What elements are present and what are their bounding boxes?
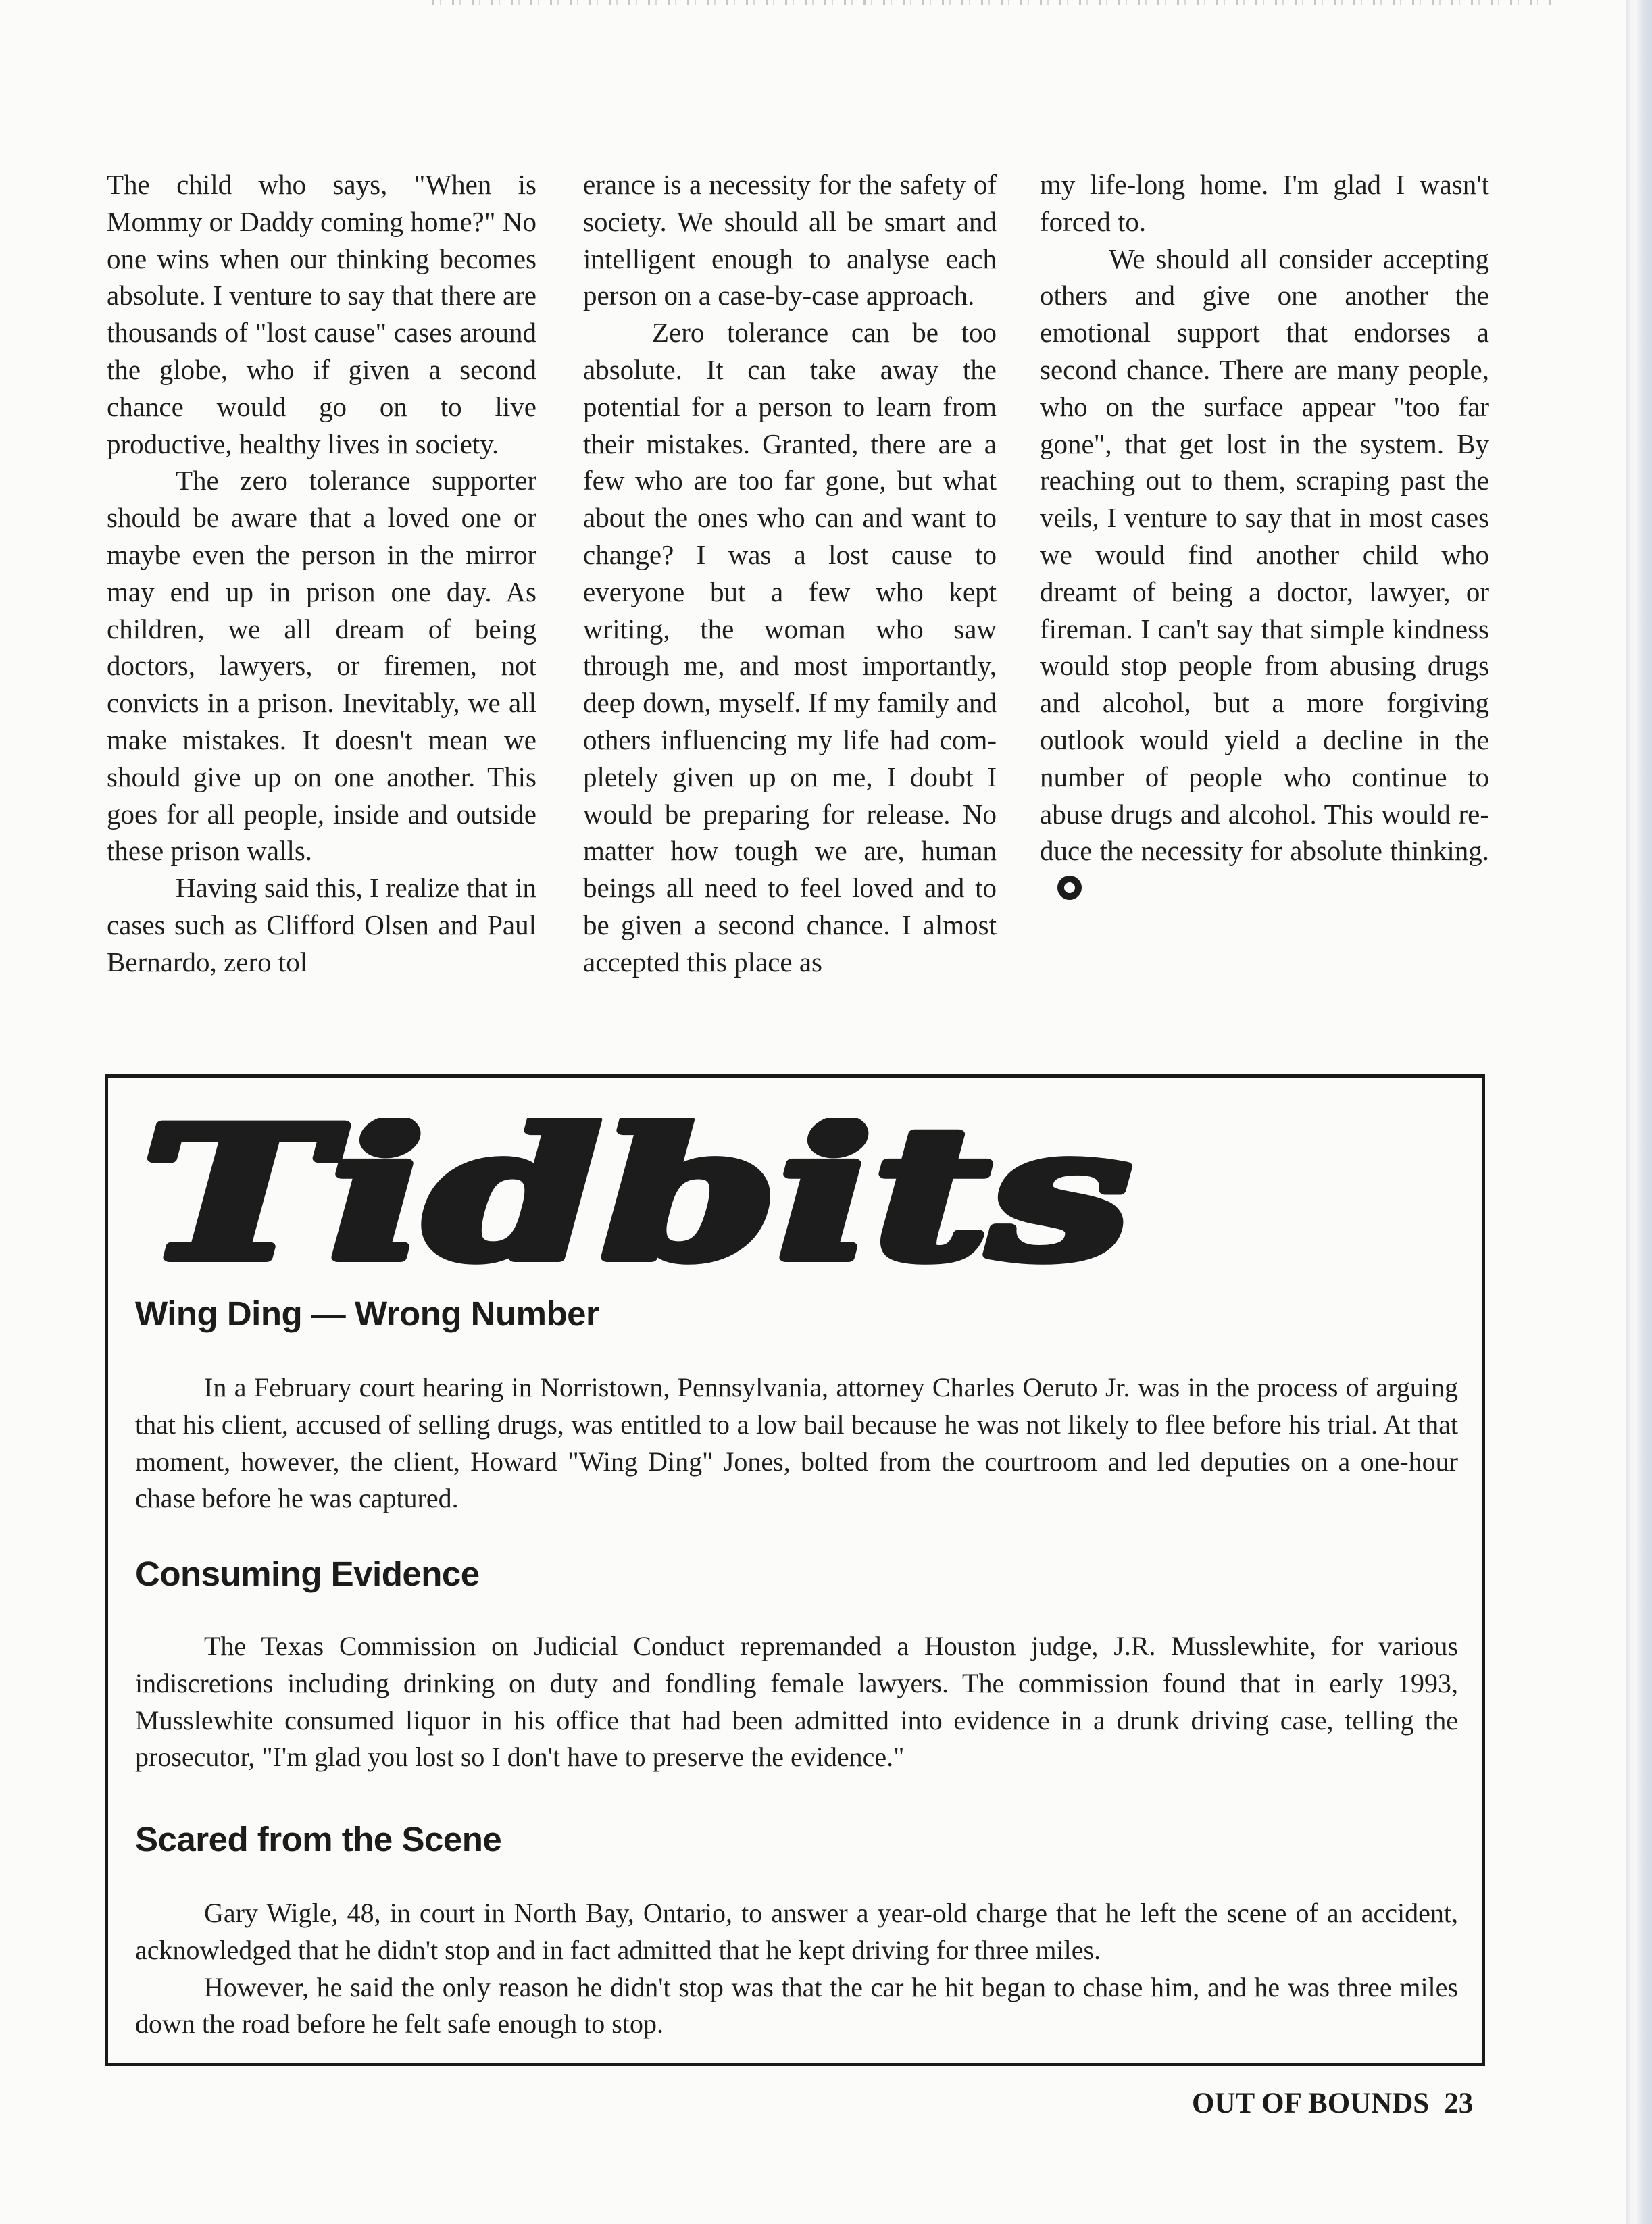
- page-number: 23: [1444, 2088, 1474, 2119]
- tidbit-body: [135, 1895, 1458, 2043]
- article-body: [107, 166, 1489, 1059]
- tidbit-heading: Consuming Evidence: [135, 1555, 480, 1593]
- svg-text:Tidbits: Tidbits: [142, 1118, 1131, 1273]
- scan-specks: [432, 0, 1554, 5]
- tidbit-paragraph: However, he said the only reason he didn't stop was that the car he hit began to chase him, and he was three miles down the road before he felt safe enough to stop.: [135, 1971, 1458, 2040]
- article-paragraph: erance is a necessity for the safety of society. We should all be smart and intelligent enough to analyse each person on a case-by-case approach.: [583, 169, 997, 311]
- article-paragraph: The zero tolerance supporter should be aware that a loved one or maybe even the person in the mirror may end up in prison one day. As children, we all dream of being doctors, lawyers, or firemen, not convicts in a prison. Inevitably, we all make mistakes. It doesn't mean we should give up on one another. This goes for all people, inside and outside these prison walls.: [107, 465, 536, 867]
- tidbit-paragraph: The Texas Commission on Judicial Conduct repremanded a Houston judge, J.R. Musslewhite, for various indiscretions including drinking on duty and fondling female lawyers. The commission found that in early 1993, Musslewhite consumed liquor in his office that had been admitted into evidence in a drunk driving case, telling the prosecutor, "I'm glad you lost so I don't have to preserve the evidence.": [135, 1631, 1458, 1773]
- article-paragraph: my life-long home. I'm glad I wasn't forced to.: [1040, 169, 1489, 237]
- article-column-3: [1040, 166, 1489, 907]
- article-paragraph: Having said this, I realize that in cases such as Clifford Olsen and Paul Bernardo, zero tol: [107, 872, 536, 978]
- end-of-story-circle-icon: [1057, 876, 1082, 900]
- article-paragraph: The child who says, "When is Mommy or Daddy coming home?" No one wins when our thinking becomes absolute. I venture to say that there are thousands of "lost cause" cases around the globe, who if given a second chance would go on to live productive, healthy lives in society.: [107, 169, 536, 459]
- tidbit-heading: Scared from the Scene: [135, 1820, 502, 1859]
- tidbits-logo: [136, 1118, 1136, 1273]
- article-paragraph-text: We should all consider accepting others and give one another the emotional support that endorses a second chance. There are many people, who on the surface appear "too far gone", that get lost in the system. By reaching out to them, scraping past the veils, I venture to say that in most cases we would find another child who dreamt of being a doctor, lawyer, or fireman. I can't say that simple kindness would stop people from abusing drugs and alcohol, but a more forgiving outlook would yield a decline in the number of people who continue to abuse drugs and alcohol. This would reduce the necessity for absolute thinking.: [1040, 243, 1489, 867]
- tidbit-paragraph: Gary Wigle, 48, in court in North Bay, Ontario, to answer a year-old charge that he left the scene of an accident, acknowledged that he didn't stop and in fact admitted that he kept driving for three miles.: [135, 1898, 1458, 1965]
- publication-name: OUT OF BOUNDS: [1192, 2088, 1430, 2119]
- scan-edge: [1626, 0, 1652, 2224]
- article-column-2: [583, 166, 997, 981]
- tidbit-body: [135, 1628, 1458, 1776]
- tidbit-heading: Wing Ding — Wrong Number: [135, 1294, 599, 1333]
- article-column-1: [107, 166, 536, 981]
- tidbit-paragraph: In a February court hearing in Norristown, Pennsylvania, attorney Charles Oeruto Jr. was in the process of arguing that his client, accused of selling drugs, was entitled to a low bail because he was not likely to flee before his trial. At that moment, however, the client, Howard "Wing Ding" Jones, bolted from the courtroom and led deputies on a one-hour chase before he was captured.: [135, 1372, 1458, 1514]
- tidbit-body: [135, 1369, 1458, 1517]
- article-paragraph-final: [1040, 241, 1489, 907]
- page-footer: [1192, 2086, 1473, 2121]
- article-paragraph: Zero tolerance can be too absolute. It can take away the potential for a person to learn from their mistakes. Granted, there are a few who are too far gone, but what about the ones who can and want to change? I was a lost cause to everyone but a few who kept writing, the woman who saw through me, and most importantly, deep down, myself. If my family and others influencing my life had completely given up on me, I doubt I would be preparing for release. No matter how tough we are, human beings all need to feel loved and to be given a second chance. I almost accepted this place as: [583, 317, 997, 978]
- tidbits-box: [105, 1074, 1485, 2066]
